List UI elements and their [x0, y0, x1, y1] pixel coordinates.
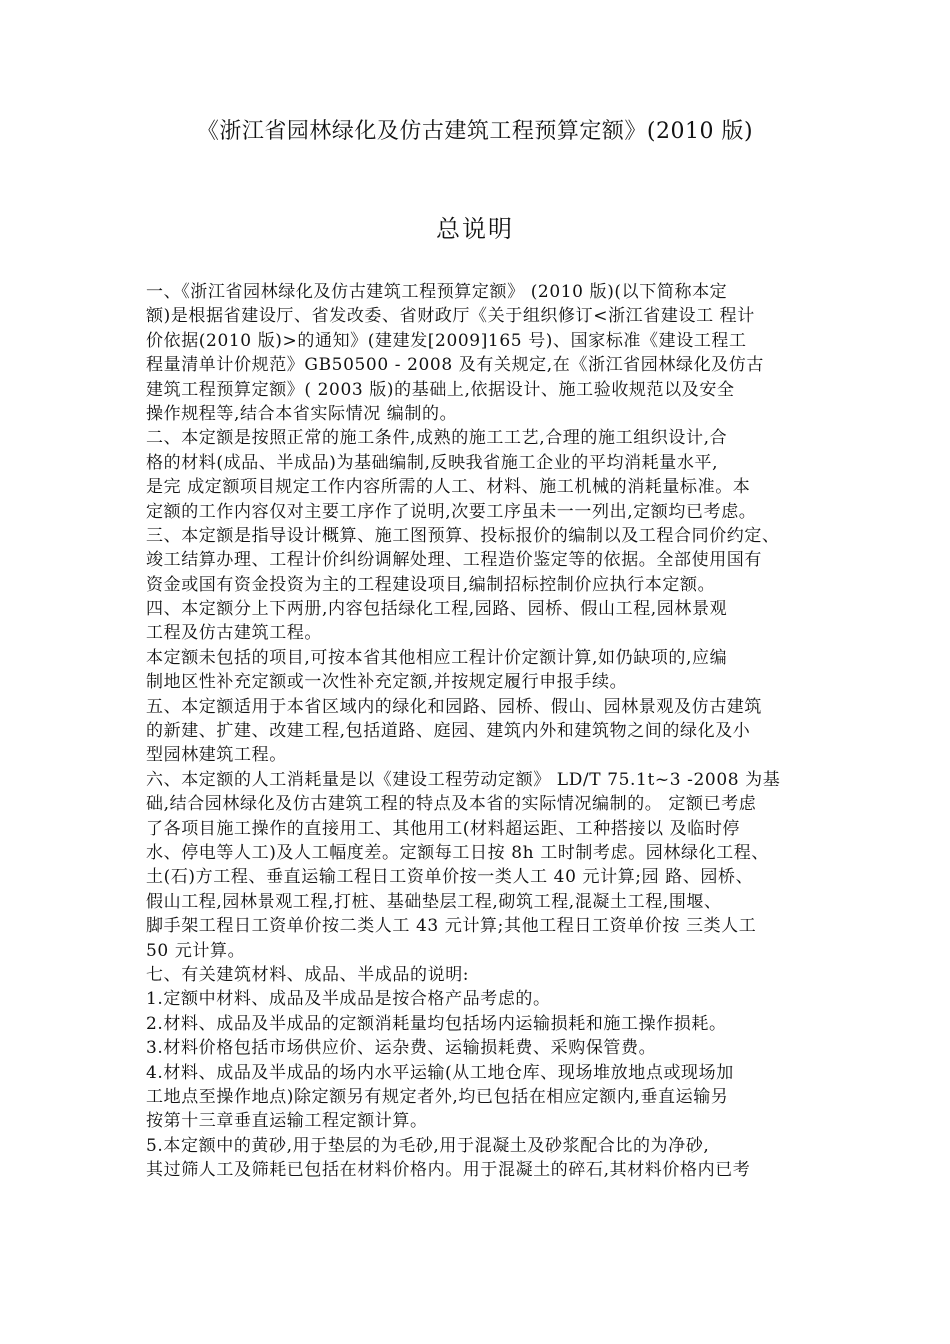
text-line: 2.材料、成品及半成品的定额消耗量均包括场内运输损耗和施工操作损耗。	[146, 1013, 727, 1034]
text-line: 1.定额中材料、成品及半成品是按合格产品考虑的。	[146, 989, 551, 1010]
text-line: 六、本定额的人工消耗量是以《建设工程劳动定额》 LD/T 75.1t~3 -2008 为基	[146, 769, 781, 790]
text-line: 七、有关建筑材料、成品、半成品的说明:	[146, 964, 470, 985]
text-line: 按第十三章垂直运输工程定额计算。	[146, 1111, 428, 1132]
text-line: 程量清单计价规范》GB50500 - 2008 及有关规定,在《浙江省园林绿化及仿古	[146, 355, 764, 376]
text-line: 工程及仿古建筑工程。	[146, 623, 322, 644]
section-heading: 总说明	[436, 215, 514, 243]
text-line: 二、本定额是按照正常的施工条件,成熟的施工工艺,合理的施工组织设计,合	[146, 428, 728, 449]
text-line: 五、本定额适用于本省区域内的绿化和园路、园桥、假山、园林景观及仿古建筑	[146, 696, 762, 717]
text-line: 土(石)方工程、垂直运输工程日工资单价按一类人工 40 元计算;园 路、园桥、	[146, 867, 754, 888]
text-line: 竣工结算办理、工程计价纠纷调解处理、工程造价鉴定等的依据。全部使用国有	[146, 550, 762, 571]
text-line: 假山工程,园林景观工程,打桩、基础垫层工程,砌筑工程,混凝土工程,围堰、	[146, 891, 722, 912]
text-line: 4.材料、成品及半成品的场内水平运输(从工地仓库、现场堆放地点或现场加	[146, 1062, 734, 1083]
text-line: 价依据(2010 版)>的通知》(建建发[2009]165 号)、国家标准《建设工程工	[146, 330, 747, 351]
text-line: 水、停电等人工)及人工幅度差。定额每工日按 8h 工时制考虑。园林绿化工程、	[146, 842, 770, 863]
text-line: 3.材料价格包括市场供应价、运杂费、运输损耗费、采购保管费。	[146, 1038, 657, 1059]
text-line: 50 元计算。	[146, 940, 246, 961]
text-line: 是完 成定额项目规定工作内容所需的人工、材料、施工机械的消耗量标准。本	[146, 477, 751, 498]
body-text	[146, 280, 816, 1182]
text-line: 制地区性补充定额或一次性补充定额,并按规定履行申报手续。	[146, 672, 628, 693]
text-line: 型园林建筑工程。	[146, 745, 287, 766]
text-line: 定额的工作内容仅对主要工序作了说明,次要工序虽未一一列出,定额均已考虑。	[146, 501, 757, 522]
text-line: 资金或国有资金投资为主的工程建设项目,编制招标控制价应执行本定额。	[146, 574, 716, 595]
text-line: 额)是根据省建设厅、省发改委、省财政厅《关于组织修订<浙江省建设工 程计	[146, 306, 755, 327]
text-line: 四、本定额分上下两册,内容包括绿化工程,园路、园桥、假山工程,园林景观	[146, 599, 728, 620]
text-line: 格的材料(成品、半成品)为基础编制,反映我省施工企业的平均消耗量水平,	[146, 452, 719, 473]
text-line: 的新建、扩建、改建工程,包括道路、庭园、建筑内外和建筑物之间的绿化及小	[146, 721, 751, 742]
text-line: 础,结合园林绿化及仿古建筑工程的特点及本省的实际情况编制的。 定额已考虑	[146, 794, 757, 815]
text-line: 三、本定额是指导设计概算、施工图预算、投标报价的编制以及工程合同价约定、	[146, 525, 780, 546]
document-title: 《浙江省园林绿化及仿古建筑工程预算定额》(2010 版)	[196, 119, 754, 144]
text-line: 建筑工程预算定额》( 2003 版)的基础上,依据设计、施工验收规范以及安全	[146, 379, 735, 400]
text-line: 其过筛人工及筛耗已包括在材料价格内。用于混凝土的碎石,其材料价格内已考	[146, 1160, 751, 1181]
text-line: 一、《浙江省园林绿化及仿古建筑工程预算定额》 (2010 版)(以下简称本定	[146, 282, 728, 302]
text-line: 本定额未包括的项目,可按本省其他相应工程计价定额计算,如仍缺项的,应编	[146, 647, 728, 668]
text-line: 了各项目施工操作的直接用工、其他用工(材料超运距、工种搭接以 及临时停	[146, 818, 741, 839]
text-line: 脚手架工程日工资单价按二类人工 43 元计算;其他工程日工资单价按 三类人工	[146, 916, 757, 937]
text-line: 操作规程等,结合本省实际情况 编制的。	[146, 403, 458, 424]
text-line: 工地点至操作地点)除定额另有规定者外,均已包括在相应定额内,垂直运输另	[146, 1086, 729, 1107]
text-line: 5.本定额中的黄砂,用于垫层的为毛砂,用于混凝土及砂浆配合比的为净砂,	[146, 1135, 710, 1156]
